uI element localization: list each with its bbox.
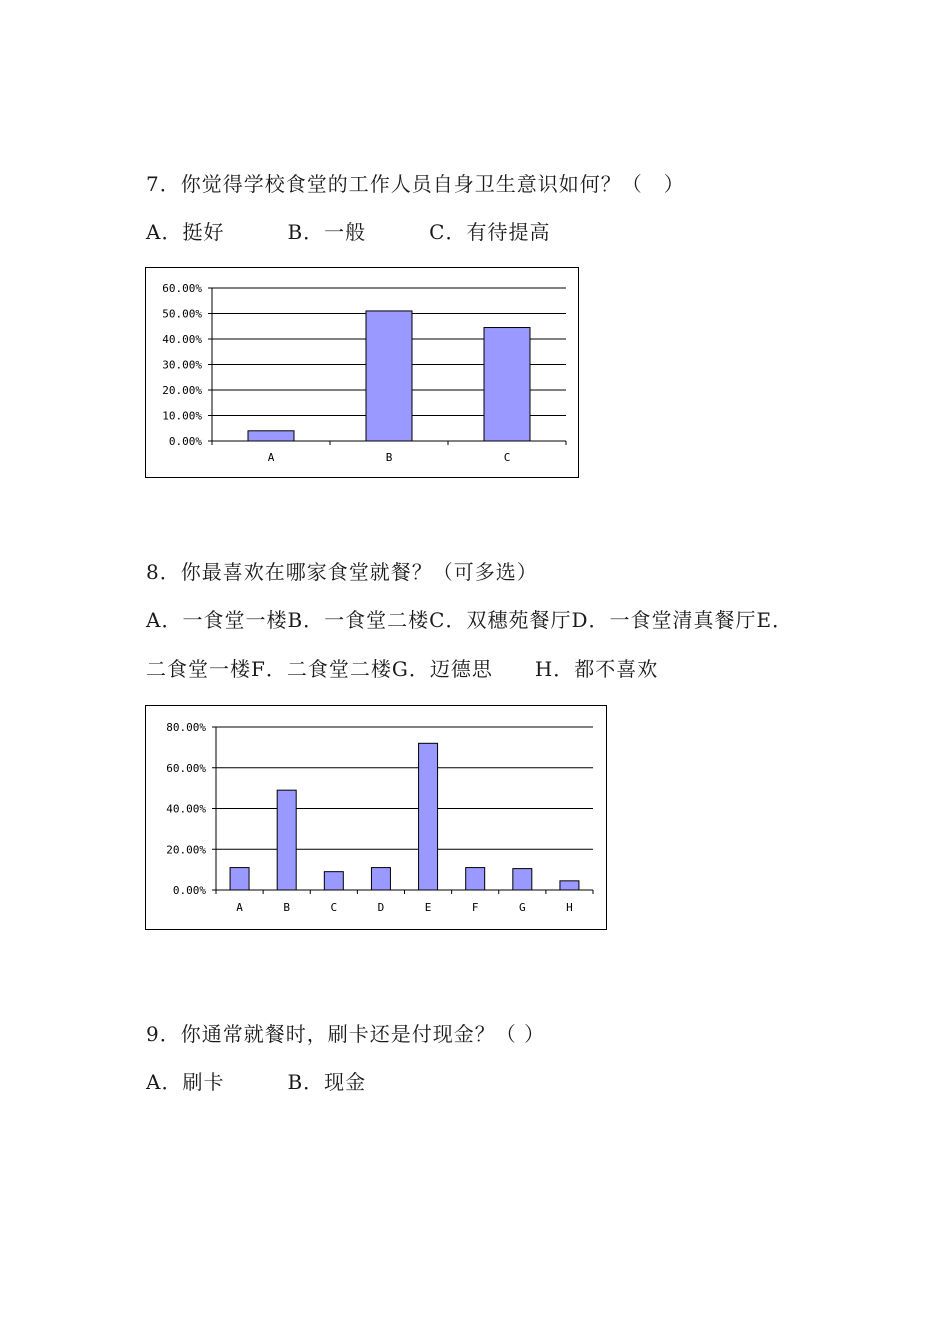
question-7-text: 7．你觉得学校食堂的工作人员自身卫生意识如何？（ ） bbox=[146, 172, 685, 196]
question-8-chart-svg bbox=[146, 706, 606, 929]
x-category-label: A bbox=[236, 901, 243, 914]
y-tick-label: 10.00% bbox=[162, 409, 202, 423]
question-8-text: 8．你最喜欢在哪家食堂就餐？（可多选） bbox=[146, 560, 538, 584]
bar-a bbox=[248, 431, 294, 441]
y-tick-label: 40.00% bbox=[166, 802, 206, 816]
x-category-label: F bbox=[471, 901, 479, 914]
bar-e bbox=[419, 743, 438, 890]
bar-g bbox=[513, 869, 532, 890]
x-category-label: E bbox=[424, 901, 432, 914]
y-tick-label: 0.00% bbox=[168, 435, 202, 448]
question-8-options-line-2: 二食堂一楼F．二食堂二楼G．迈德思 H．都不喜欢 bbox=[146, 657, 659, 681]
y-tick-label: 60.00% bbox=[162, 282, 202, 295]
bar-f bbox=[466, 868, 485, 890]
y-tick-label: 20.00% bbox=[162, 384, 202, 397]
x-category-label: G bbox=[519, 901, 526, 914]
x-category-label: C bbox=[330, 901, 338, 914]
x-category-label: H bbox=[566, 901, 573, 914]
x-category-label: A bbox=[267, 451, 275, 464]
x-category-label: C bbox=[503, 451, 511, 464]
question-7-chart bbox=[145, 267, 579, 478]
y-tick-label: 30.00% bbox=[162, 358, 202, 372]
x-category-label: B bbox=[385, 451, 393, 464]
question-8-options-line-1: A．一食堂一楼B．一食堂二楼C．双穗苑餐厅D．一食堂清真餐厅E． bbox=[146, 608, 794, 632]
bar-c bbox=[484, 328, 530, 441]
bar-h bbox=[560, 881, 579, 890]
y-tick-label: 80.00% bbox=[166, 721, 206, 734]
question-9-text: 9．你通常就餐时，刷卡还是付现金？（ ） bbox=[146, 1022, 546, 1046]
y-tick-label: 20.00% bbox=[166, 843, 206, 857]
bar-b bbox=[277, 790, 296, 890]
bar-b bbox=[366, 311, 412, 441]
y-tick-label: 50.00% bbox=[162, 307, 202, 321]
bar-c bbox=[324, 872, 343, 890]
x-category-label: D bbox=[377, 901, 385, 914]
y-tick-label: 0.00% bbox=[172, 884, 206, 897]
bar-a bbox=[230, 868, 249, 890]
question-7-chart-svg bbox=[146, 268, 578, 477]
x-category-label: B bbox=[283, 901, 290, 914]
y-tick-label: 60.00% bbox=[166, 761, 206, 775]
question-7-options: A．挺好 B．一般 C．有待提高 bbox=[146, 220, 551, 244]
y-tick-label: 40.00% bbox=[162, 333, 202, 346]
bar-d bbox=[371, 868, 390, 890]
question-9-options: A．刷卡 B．现金 bbox=[146, 1070, 367, 1094]
question-8-chart bbox=[145, 705, 607, 930]
